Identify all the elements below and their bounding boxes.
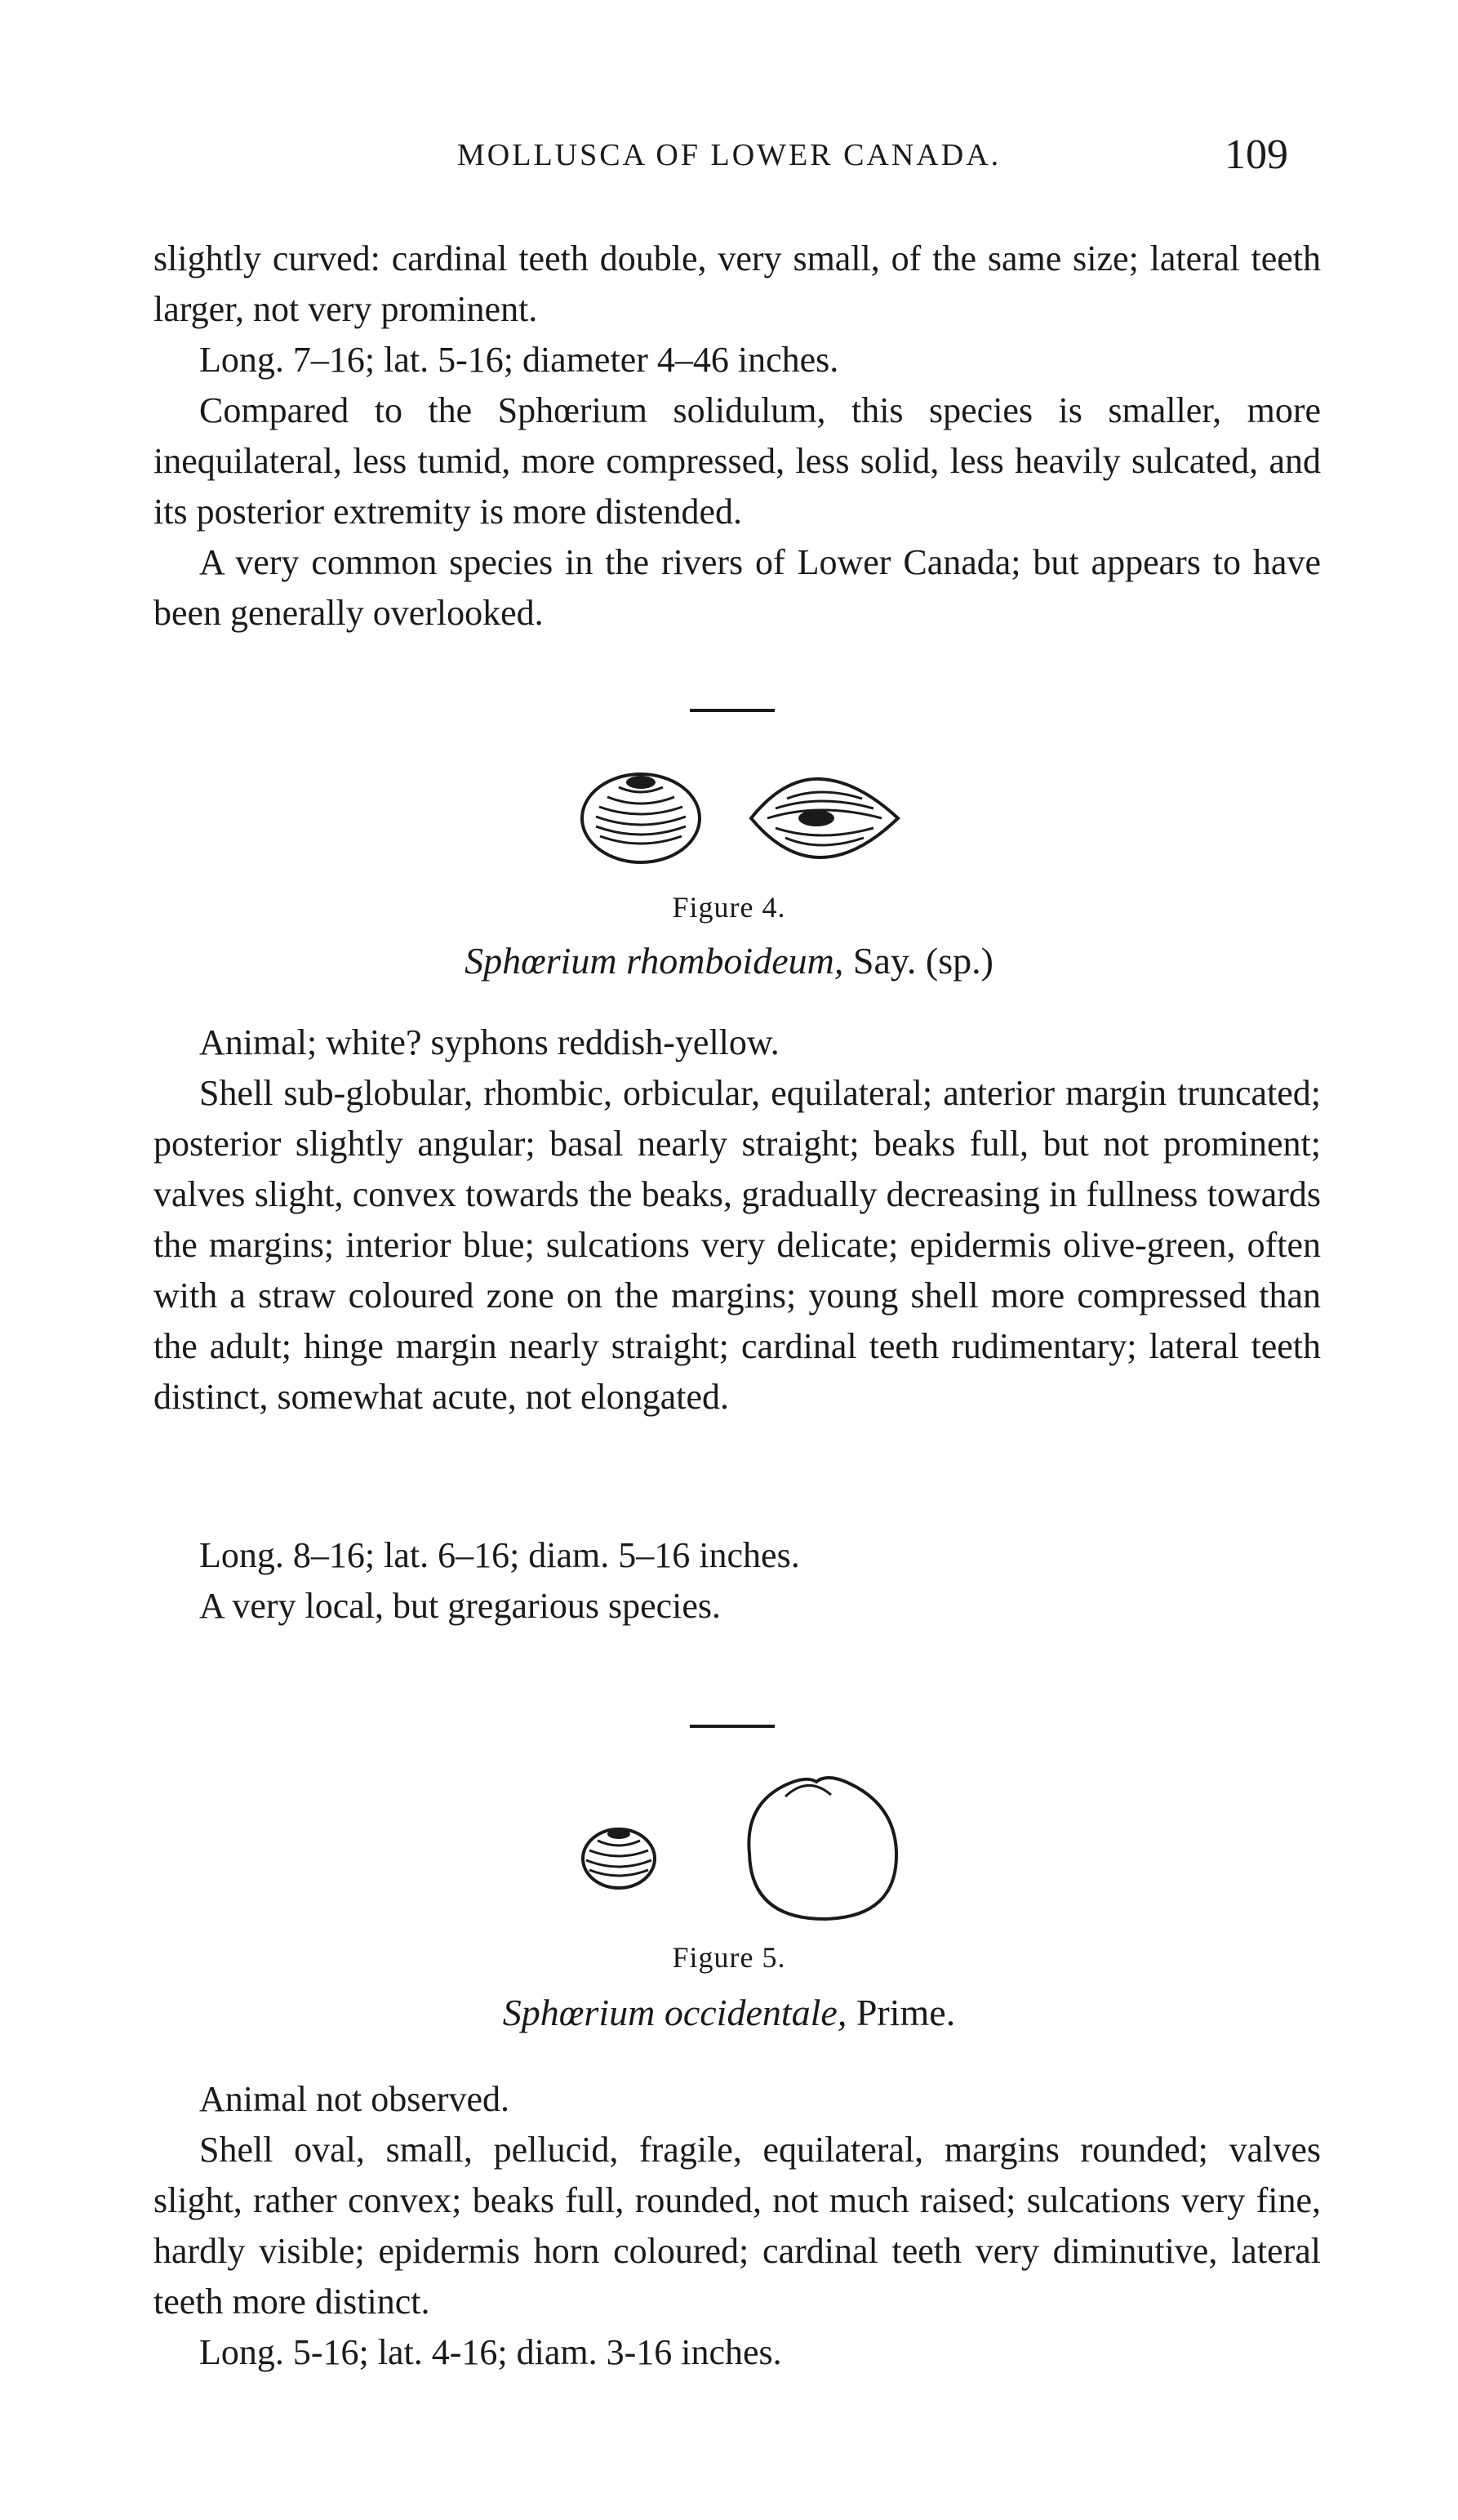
figure-5-label: Figure 5. [672,1941,786,1974]
figure-5-illustration [571,1764,914,1927]
figure-4-illustration [571,761,914,875]
figure-4-label: Figure 4. [672,891,786,924]
figure-4-species-name: Sphœrium rhomboideum, [465,940,844,982]
page-number: 109 [1225,131,1288,178]
paragraph-measurements-2: Long. 8–16; lat. 6–16; diam. 5–16 inches. [199,1535,800,1575]
figure-5-species-name: Sphœrium occidentale, [502,1992,847,2033]
figure-5-species-author: Prime. [856,1992,956,2033]
paragraph-occurrence-2: A very local, but gregarious species. [199,1586,722,1626]
paragraph-shell-description-1: Shell sub-globular, rhombic, orbicular, equilateral; anterior margin truncated; posterior slightly angular; basal nearly straight; beaks full, but not prominent; valves slight, convex towards the beaks, gradually decreasing in fullness towards the margins; interior blue; sulcations very delicate; epidermis olive-green, often with a straw coloured zone on the margins; young shell more compressed than the adult; hinge margin nearly straight; cardinal teeth rudimentary; lateral teeth distinct, somewhat acute, not elongated. [153,1073,1321,1417]
shell-rhomboideum-top-view [751,779,898,857]
paragraph-animal-2: Animal not observed. [199,2079,510,2119]
paragraph-occurrence-1: A very common species in the rivers of Lower Canada; but appears to have been generally overlooked. [153,542,1321,633]
figure-4-species-heading [0,939,1458,982]
shell-occidentale-outline [749,1778,896,1919]
running-title: MOLLUSCA OF LOWER CANADA. [457,138,1002,172]
paragraph-shell-description-2: Shell oval, small, pellucid, fragile, equilateral, margins rounded; valves slight, rather convex; beaks full, rounded, not much raised; sulcations very fine, hardly visible; epidermis horn coloured; cardinal teeth very diminutive, lateral teeth more distinct. [153,2130,1321,2322]
paragraph-teeth: slightly curved: cardinal teeth double, very small, of the same size; lateral teeth larger, not very prominent. [153,238,1321,329]
paragraph-measurements-1: Long. 7–16; lat. 5-16; diameter 4–46 inches. [199,340,839,380]
shell-rhomboideum-side-view [582,774,700,862]
section-divider [690,1725,775,1728]
figure-5-species-heading [0,1991,1458,2034]
figure-4-species-author: Say. (sp.) [852,940,993,982]
paragraph-animal-1: Animal; white? syphons reddish-yellow. [199,1022,780,1062]
paragraph-comparison: Compared to the Sphœrium solidulum, this species is smaller, more inequilateral, less tumid, more compressed, less solid, less heavily sulcated, and its posterior extremity is more distended. [153,390,1321,532]
paragraph-measurements-3: Long. 5-16; lat. 4-16; diam. 3-16 inches. [199,2332,782,2372]
shell-occidentale-small-view [583,1829,655,1888]
section-divider [690,709,775,712]
